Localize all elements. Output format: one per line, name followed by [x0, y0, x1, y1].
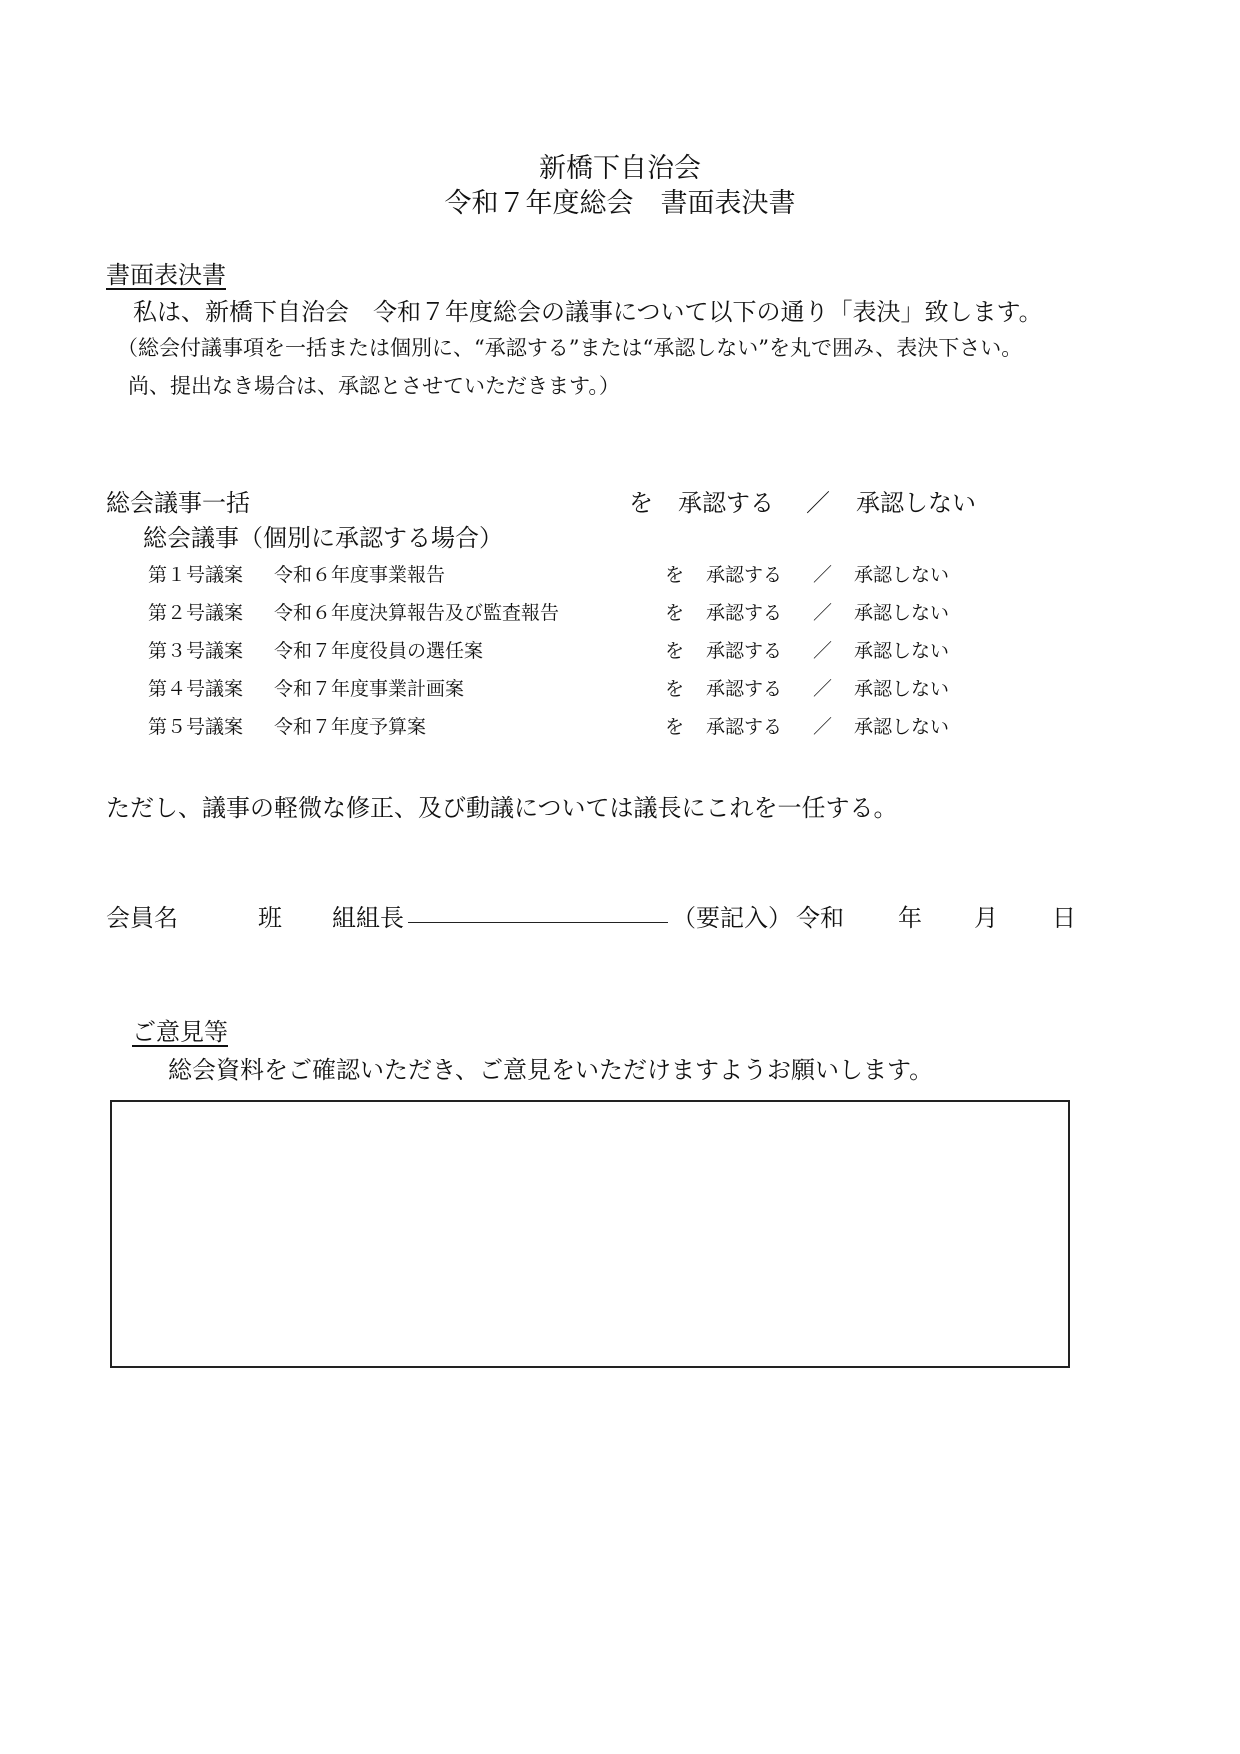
agenda-item-number: 第１号議案 [148, 564, 244, 586]
member-name-label: 会員名 [106, 904, 178, 932]
item-vote-separator: ／ [813, 564, 833, 586]
bulk-vote-particle: を [629, 489, 653, 517]
item4-approve-option[interactable]: 承認する [706, 678, 783, 700]
agenda-item-title: 令和６年度決算報告及び監査報告 [274, 602, 560, 624]
proviso-text: ただし、議事の軽微な修正、及び動議については議長にこれを一任する。 [106, 794, 898, 822]
required-entry-note: （要記入） [672, 904, 792, 932]
bulk-reject-option[interactable]: 承認しない [856, 489, 976, 517]
bulk-vote-label: 総会議事一括 [106, 489, 250, 517]
item-vote-particle: を [665, 716, 685, 738]
item3-approve-option[interactable]: 承認する [706, 640, 783, 662]
agenda-item-title: 令和７年度予算案 [274, 716, 427, 738]
kumi-leader-label: 組組長 [332, 904, 404, 932]
agenda-item-number: 第３号議案 [148, 640, 244, 662]
agenda-item-title: 令和６年度事業報告 [274, 564, 446, 586]
item1-reject-option[interactable]: 承認しない [854, 564, 950, 586]
item1-approve-option[interactable]: 承認する [706, 564, 783, 586]
agenda-item-number: 第５号議案 [148, 716, 244, 738]
opinion-heading: ご意見等 [132, 1018, 228, 1046]
organization-name: 新橋下自治会 [539, 153, 701, 184]
instruction-note-line2: 尚、提出なき場合は、承認とさせていただきます。） [128, 374, 620, 398]
item3-reject-option[interactable]: 承認しない [854, 640, 950, 662]
item2-approve-option[interactable]: 承認する [706, 602, 783, 624]
era-label: 令和 [796, 904, 844, 932]
item2-reject-option[interactable]: 承認しない [854, 602, 950, 624]
opinion-instruction: 総会資料をご確認いただき、ご意見をいただけますようお願いします。 [168, 1056, 934, 1084]
han-label: 班 [258, 904, 282, 932]
month-label: 月 [974, 904, 998, 932]
name-signature-line[interactable] [408, 922, 668, 923]
document-title: 令和７年度総会 書面表決書 [444, 188, 796, 219]
item-vote-particle: を [665, 678, 685, 700]
item-vote-particle: を [665, 602, 685, 624]
item-vote-separator: ／ [813, 602, 833, 624]
item5-reject-option[interactable]: 承認しない [854, 716, 950, 738]
item-vote-separator: ／ [813, 716, 833, 738]
item-vote-separator: ／ [813, 640, 833, 662]
individual-vote-heading: 総会議事（個別に承認する場合） [143, 524, 503, 552]
day-label: 日 [1052, 904, 1076, 932]
item-vote-separator: ／ [813, 678, 833, 700]
item-vote-particle: を [665, 640, 685, 662]
agenda-item-title: 令和７年度事業計画案 [274, 678, 465, 700]
item5-approve-option[interactable]: 承認する [706, 716, 783, 738]
bulk-approve-option[interactable]: 承認する [678, 489, 774, 517]
declaration-statement: 私は、新橋下自治会 令和７年度総会の議事について以下の通り「表決」致します。 [133, 298, 1043, 326]
bulk-vote-separator: ／ [806, 489, 830, 517]
instruction-note-line1: （総会付議事項を一括または個別に、“承認する”または“承認しない”を丸で囲み、表決下さい。 [117, 336, 1023, 360]
agenda-item-number: 第４号議案 [148, 678, 244, 700]
agenda-item-title: 令和７年度役員の選任案 [274, 640, 484, 662]
declaration-heading: 書面表決書 [106, 261, 226, 289]
agenda-item-number: 第２号議案 [148, 602, 244, 624]
item4-reject-option[interactable]: 承認しない [854, 678, 950, 700]
year-label: 年 [898, 904, 922, 932]
opinion-comment-box[interactable] [110, 1100, 1070, 1368]
item-vote-particle: を [665, 564, 685, 586]
